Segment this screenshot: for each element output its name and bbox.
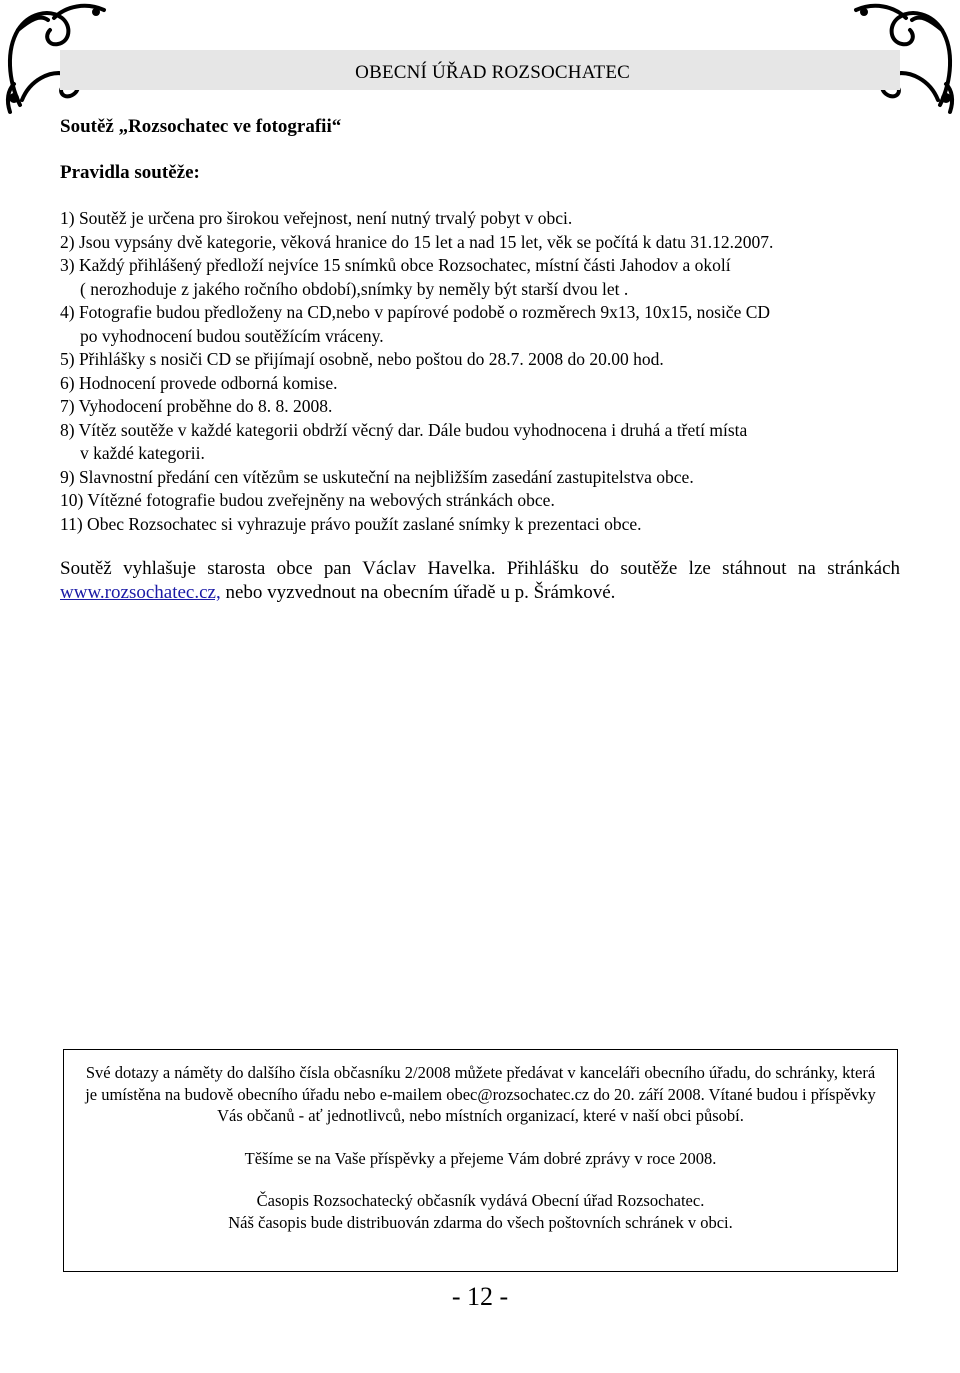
rule-item: 4) Fotografie budou předloženy na CD,nebo v papírové podobě o rozměrech 9x13, 10x15, nosiče CD po vyhodnocení budou soutěžícím vráceny. <box>60 302 771 346</box>
website-link[interactable]: www.rozsochatec.cz, <box>60 582 221 603</box>
rule-item: 9) Slavnostní předání cen vítězům se uskuteční na nejbližším zasedání zastupitelstva obce. <box>60 466 694 487</box>
rule-item: 1) Soutěž je určena pro širokou veřejnost, není nutný trvalý pobyt v obci. <box>60 208 573 228</box>
header-bar <box>60 50 900 90</box>
rule-item: 6) Hodnocení provede odborná komise. <box>60 372 338 393</box>
info-paragraph: Své dotazy a náměty do dalšího čísla občasníku 2/2008 můžete předávat v kanceláři obecního úřadu, do schránky, která je umístěna na budově obecního úřadu nebo e-mailem obec@rozsochatec.cz do 20. září 2008. Vítané budou i příspěvky Vás občanů - ať jednotlivců, nebo místních organizací, které v naší obci působí. <box>85 1063 876 1125</box>
rules-heading: Pravidla soutěže: <box>60 162 200 183</box>
info-box <box>63 1049 898 1272</box>
rules-list <box>60 207 910 536</box>
rule-item: 10) Vítězné fotografie budou zveřejněny na webových stránkách obce. <box>60 490 555 510</box>
rule-item: 2) Jsou vypsány dvě kategorie, věková hranice do 15 let a nad 15 let, věk se počítá k datu 31.12.2007. <box>60 231 774 252</box>
announcement: Soutěž vyhlašuje starosta obce pan Václav Havelka. Přihlášku do soutěže lze stáhnout na stránkách www.rozsochatec.cz, nebo vyzvednout na obecním úřadě u p. Šrámkové. <box>60 558 900 603</box>
page-number: - 12 - <box>451 1282 509 1311</box>
info-paragraph: Těšíme se na Vaše příspěvky a přejeme Vám dobré zprávy v roce 2008. <box>244 1148 717 1168</box>
rule-item: 3) Každý přihlášený předloží nejvíce 15 snímků obce Rozsochatec, místní části Jahodov a okolí ( nerozhoduje z jakého ročního období),snímky by neměly být starší dvou let . <box>60 255 731 299</box>
rule-item: 5) Přihlášky s nosiči CD se přijímají osobně, nebo poštou do 28.7. 2008 do 20.00 hod. <box>60 349 664 369</box>
info-paragraph: Náš časopis bude distribuován zdarma do všech poštovních schránek v obci. <box>228 1212 733 1232</box>
rule-item: 8) Vítěz soutěže v každé kategorii obdrží věcný dar. Dále budou vyhodnocena i druhá a třetí místa v každé kategorii. <box>60 419 748 463</box>
rule-item: 7) Vyhodocení proběhne do 8. 8. 2008. <box>60 396 333 416</box>
rule-item: 11) Obec Rozsochatec si vyhrazuje právo použít zaslané snímky k prezentaci obce. <box>60 513 642 534</box>
office-title: OBECNÍ ÚŘAD ROZSOCHATEC <box>355 62 630 83</box>
info-paragraph: Časopis Rozsochatecký občasník vydává Obecní úřad Rozsochatec. <box>256 1191 705 1210</box>
contest-title: Soutěž „Rozsochatec ve fotografii“ <box>60 116 342 137</box>
